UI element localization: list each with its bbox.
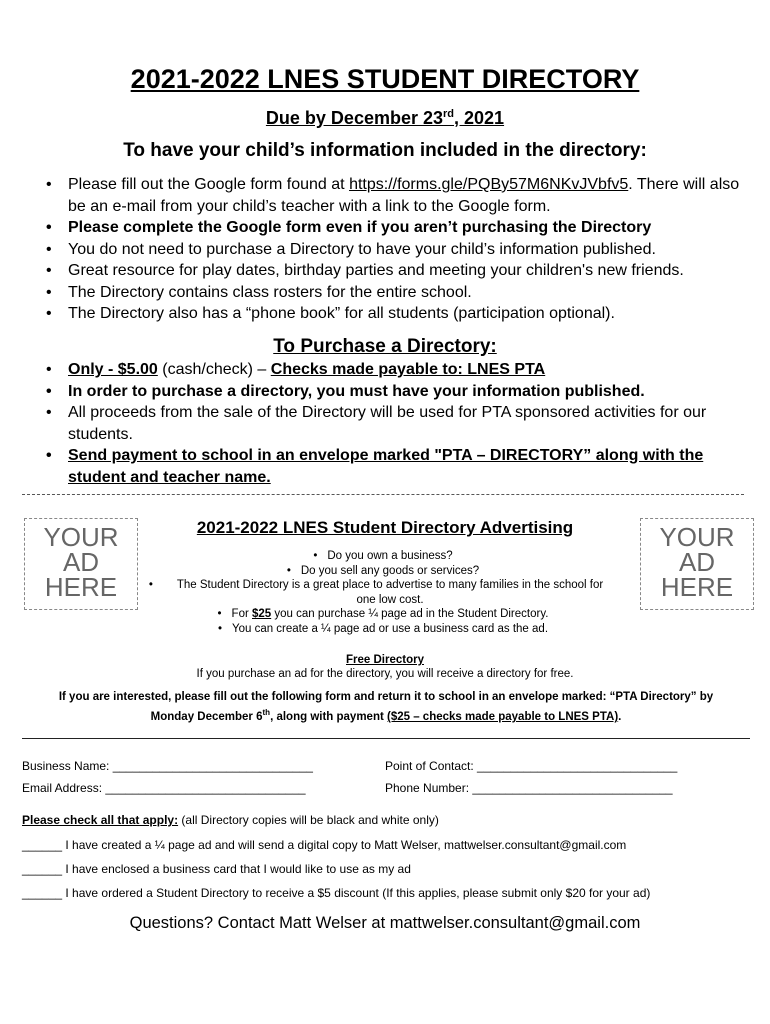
due-date [0,108,770,129]
ad-item-text: Do you own a business? [327,550,453,562]
check-head-note: (all Directory copies will be black and white only) [178,813,439,827]
info-text: . There will also be an e-mail from your child’s teacher with a link to the Google form. [68,176,740,215]
check-all-heading [22,813,439,827]
ad-box-line: YOUR [43,522,119,552]
bullet-icon: • [217,608,222,620]
advertising-heading: 2021-2022 LNES Student Directory Advertising [196,518,574,537]
ad-item-text: you can purchase ¼ page ad in the Student Directory. [271,608,549,620]
due-prefix: Due by December 23 [265,108,444,128]
ad-box-line: AD [62,547,100,577]
solid-divider [22,738,750,739]
list-item [36,359,756,381]
due-suffix: , 2021 [454,108,505,128]
ad-price: $25 [252,608,272,620]
info-list [36,174,756,325]
ad-item-text: The Student Directory is a great place to advertise to many families in the school for one low cost. [176,579,604,606]
list-item [148,622,632,637]
list-item [36,174,756,217]
bullet-icon: • [313,550,318,562]
free-directory-heading: Free Directory [346,654,424,666]
bullet-icon: • [148,579,153,591]
list-item: • Great resource for play dates, birthday parties and meeting your children's new friends. [36,260,756,282]
list-item [148,578,632,607]
interest-text: , along with payment [270,710,387,723]
phone-number-field[interactable]: Phone Number: ______________________________ [385,781,673,795]
purchase-heading: To Purchase a Directory: [273,336,497,357]
interest-sup: th [262,708,271,717]
list-item: • The Directory contains class rosters for the entire school. [36,282,756,304]
page-title: 2021-2022 LNES STUDENT DIRECTORY [130,64,640,94]
contact-questions: Questions? Contact Matt Welser at mattwelser.consultant@gmail.com [129,914,641,932]
interest-line: If you are interested, please fill out the following form and return it to school in an envelope marked: “PTA Directory” by [58,691,714,703]
purchase-list [36,359,756,488]
interest-payable: ($25 – checks made payable to LNES PTA) [387,710,619,723]
ad-item-text: Do you sell any goods or services? [300,564,480,577]
option-directory-discount[interactable]: ______ I have ordered a Student Directory to receive a $5 discount (If this applies, please submit only $20 for your ad) [22,886,651,900]
your-ad-here-box-left [24,518,138,610]
your-ad-here-box-right [640,518,754,610]
price-text: Only - $5.00 [68,361,158,378]
interest-instructions [22,690,750,725]
ad-item-text: You can create a ¼ page ad or use a business card as the ad. [231,622,549,635]
ad-box-line: YOUR [659,522,735,552]
list-item: • Please complete the Google form even if you aren’t purchasing the Directory [36,217,756,239]
ad-item-text: For [231,608,252,620]
google-form-link[interactable]: https://forms.gle/PQBy57M6NKvJVbfv5 [349,176,629,193]
option-business-card[interactable]: ______ I have enclosed a business card that I would like to use as my ad [22,862,411,876]
info-text: Please fill out the Google form found at [68,176,350,193]
list-item: • The Directory also has a “phone book” for all students (participation optional). [36,303,756,325]
payment-text: (cash/check) – [157,361,271,378]
list-item [148,549,632,564]
list-item [148,607,632,622]
list-item: • In order to purchase a directory, you must have your information published. [36,381,756,403]
list-item: • All proceeds from the sale of the Directory will be used for PTA sponsored activities for our students. [36,402,756,445]
email-address-field[interactable]: Email Address: ______________________________ [22,781,306,795]
dashed-divider [22,494,744,495]
payable-text: Checks made payable to: LNES PTA [270,361,546,378]
due-sup: rd [443,108,455,120]
interest-text: . [618,710,622,723]
interest-text: Monday December 6 [150,710,263,723]
list-item: • Send payment to school in an envelope marked "PTA – DIRECTORY” along with the student and teacher name. [36,445,756,488]
option-digital-ad[interactable]: ______ I have created a ¼ page ad and will send a digital copy to Matt Welser, mattwelser.consultant@gmail.com [22,838,627,852]
interest-line [22,705,750,725]
ad-box-line: AD [678,547,716,577]
directory-subhead: To have your child’s information included in the directory: [123,140,647,161]
check-head-label: Please check all that apply: [22,813,179,827]
list-item [148,564,632,579]
point-of-contact-field[interactable]: Point of Contact: ______________________________ [385,759,678,773]
ad-box-line: HERE [44,572,118,602]
business-name-field[interactable]: Business Name: ______________________________ [22,759,313,773]
advertising-list [148,549,632,636]
ad-box-line: HERE [660,572,734,602]
bullet-icon: • [286,564,291,577]
list-item: • You do not need to purchase a Directory to have your child’s information published. [36,239,756,261]
bullet-icon: • [217,622,222,635]
free-directory-text: If you purchase an ad for the directory, you will receive a directory for free. [196,668,574,680]
